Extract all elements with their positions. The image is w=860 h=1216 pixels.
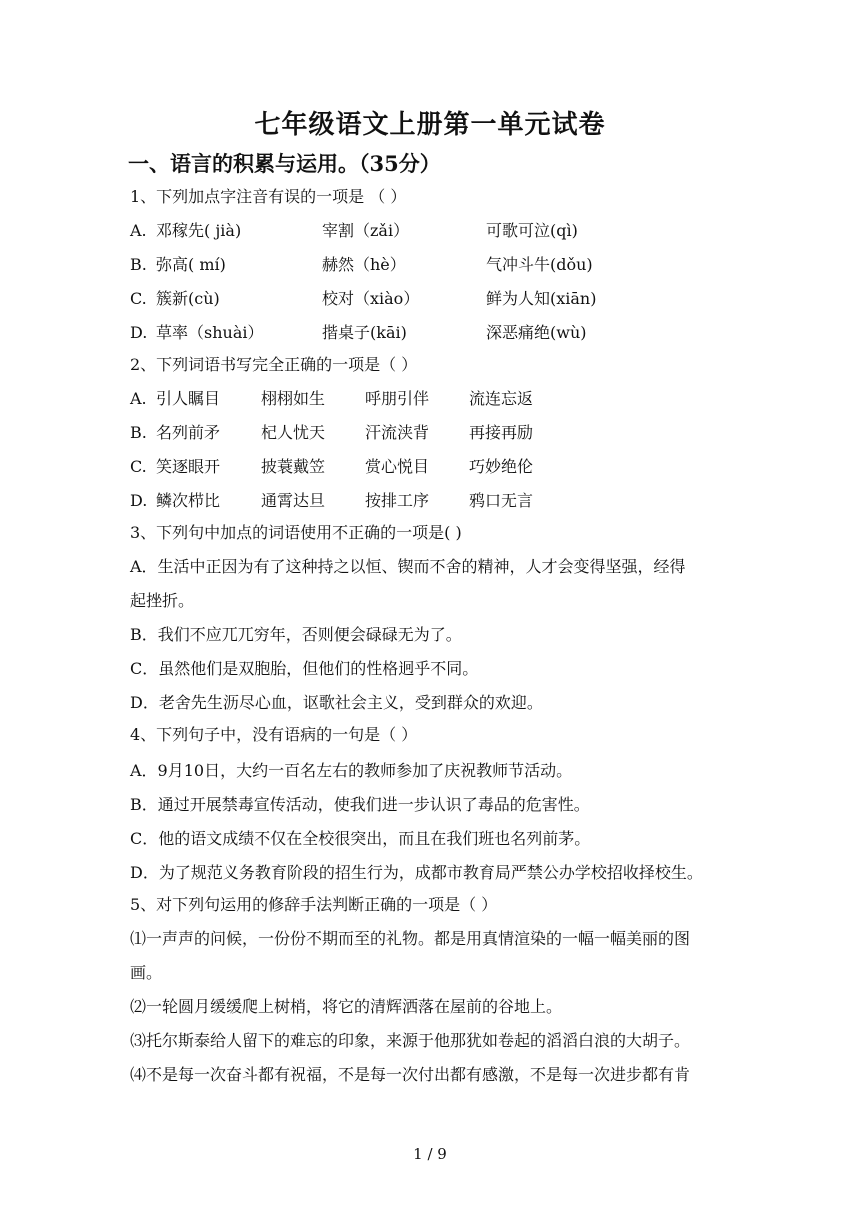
question-5-stem: 5、对下列句运用的修辞手法判断正确的一项是（ ） bbox=[130, 895, 498, 914]
option-item: 汗流浃背 bbox=[365, 423, 430, 442]
question-3-option-a-cont: 起挫折。 bbox=[130, 591, 195, 610]
page-number: 1 / 9 bbox=[413, 1145, 447, 1163]
option-item: 呼朋引伴 bbox=[365, 389, 430, 408]
option-item: 鳞次栉比 bbox=[156, 491, 221, 510]
option-label: D. bbox=[130, 491, 148, 510]
option-label: A. bbox=[130, 221, 147, 240]
question-3-option-b: B．我们不应兀兀穷年，否则便会碌碌无为了。 bbox=[130, 625, 462, 644]
question-2-stem: 2、下列词语书写完全正确的一项是（ ） bbox=[130, 355, 418, 374]
option-item: 揩桌子(kāi) bbox=[322, 323, 407, 342]
question-4-option-b: B．通过开展禁毒宣传活动，使我们进一步认识了毒品的危害性。 bbox=[130, 795, 590, 814]
question-1-stem: 1、下列加点字注音有误的一项是 （ ） bbox=[130, 187, 407, 206]
option-label: C. bbox=[130, 457, 147, 476]
option-item: 宰割（zǎi） bbox=[322, 221, 410, 240]
option-item: 草率（shuài） bbox=[156, 323, 264, 342]
page-title: 七年级语文上册第一单元试卷 bbox=[254, 110, 606, 140]
option-item: 栩栩如生 bbox=[261, 389, 326, 408]
option-item: 深恶痛绝(wù) bbox=[486, 323, 587, 342]
option-item: 弥高( mí) bbox=[156, 255, 226, 274]
option-item: 气冲斗牛(dǒu) bbox=[486, 255, 593, 274]
option-item: 可歌可泣(qì) bbox=[486, 221, 578, 240]
option-item: 鲜为人知(xiān) bbox=[486, 289, 597, 308]
section-heading: 一、语言的积累与运用。（35分） bbox=[128, 151, 441, 176]
option-item: 披蓑戴笠 bbox=[261, 457, 326, 476]
question-4-option-a: A．9月10日，大约一百名左右的教师参加了庆祝教师节活动。 bbox=[130, 761, 573, 780]
option-item: 巧妙绝伦 bbox=[469, 457, 534, 476]
question-3-option-c: C．虽然他们是双胞胎，但他们的性格迥乎不同。 bbox=[130, 659, 479, 678]
option-item: 名列前矛 bbox=[156, 423, 221, 442]
question-3-stem: 3、下列句中加点的词语使用不正确的一项是( ) bbox=[130, 523, 462, 542]
option-label: D. bbox=[130, 323, 148, 342]
option-label: A. bbox=[130, 389, 147, 408]
option-label: B. bbox=[130, 255, 147, 274]
option-item: 引人瞩目 bbox=[156, 389, 221, 408]
option-item: 校对（xiào） bbox=[322, 289, 420, 308]
question-4-option-c: C．他的语文成绩不仅在全校很突出，而且在我们班也名列前茅。 bbox=[130, 829, 591, 848]
question-5-sentence-3: ⑶托尔斯泰给人留下的难忘的印象，来源于他那犹如卷起的滔滔白浪的大胡子。 bbox=[130, 1031, 691, 1050]
option-item: 流连忘返 bbox=[469, 389, 534, 408]
option-item: 赫然（hè） bbox=[322, 255, 406, 274]
option-item: 笑逐眼开 bbox=[156, 457, 221, 476]
option-item: 杞人忧天 bbox=[261, 423, 326, 442]
option-item: 邓稼先( jià) bbox=[156, 221, 242, 240]
option-item: 按排工序 bbox=[365, 491, 430, 510]
question-3-option-a: A．生活中正因为有了这种持之以恒、锲而不舍的精神，人才会变得坚强，经得 bbox=[130, 557, 686, 576]
option-label: B. bbox=[130, 423, 147, 442]
question-4-option-d: D．为了规范义务教育阶段的招生行为，成都市教育局严禁公办学校招收择校生。 bbox=[130, 863, 703, 882]
option-item: 再接再励 bbox=[469, 423, 534, 442]
option-item: 赏心悦目 bbox=[365, 457, 430, 476]
question-5-sentence-1: ⑴一声声的问候，一份份不期而至的礼物。都是用真情渲染的一幅一幅美丽的图 bbox=[130, 929, 691, 948]
question-4-stem: 4、下列句子中，没有语病的一句是（ ） bbox=[130, 725, 418, 744]
option-item: 簇新(cù) bbox=[156, 289, 220, 308]
option-item: 鸦口无言 bbox=[469, 491, 534, 510]
question-3-option-d: D．老舍先生沥尽心血，讴歌社会主义，受到群众的欢迎。 bbox=[130, 693, 543, 712]
option-item: 通霄达旦 bbox=[261, 491, 326, 510]
question-5-sentence-4: ⑷不是每一次奋斗都有祝福，不是每一次付出都有感激，不是每一次进步都有肯 bbox=[130, 1065, 691, 1084]
question-5-sentence-2: ⑵一轮圆月缓缓爬上树梢，将它的清辉洒落在屋前的谷地上。 bbox=[130, 997, 563, 1016]
option-label: C. bbox=[130, 289, 147, 308]
question-5-sentence-1-cont: 画。 bbox=[130, 963, 163, 982]
